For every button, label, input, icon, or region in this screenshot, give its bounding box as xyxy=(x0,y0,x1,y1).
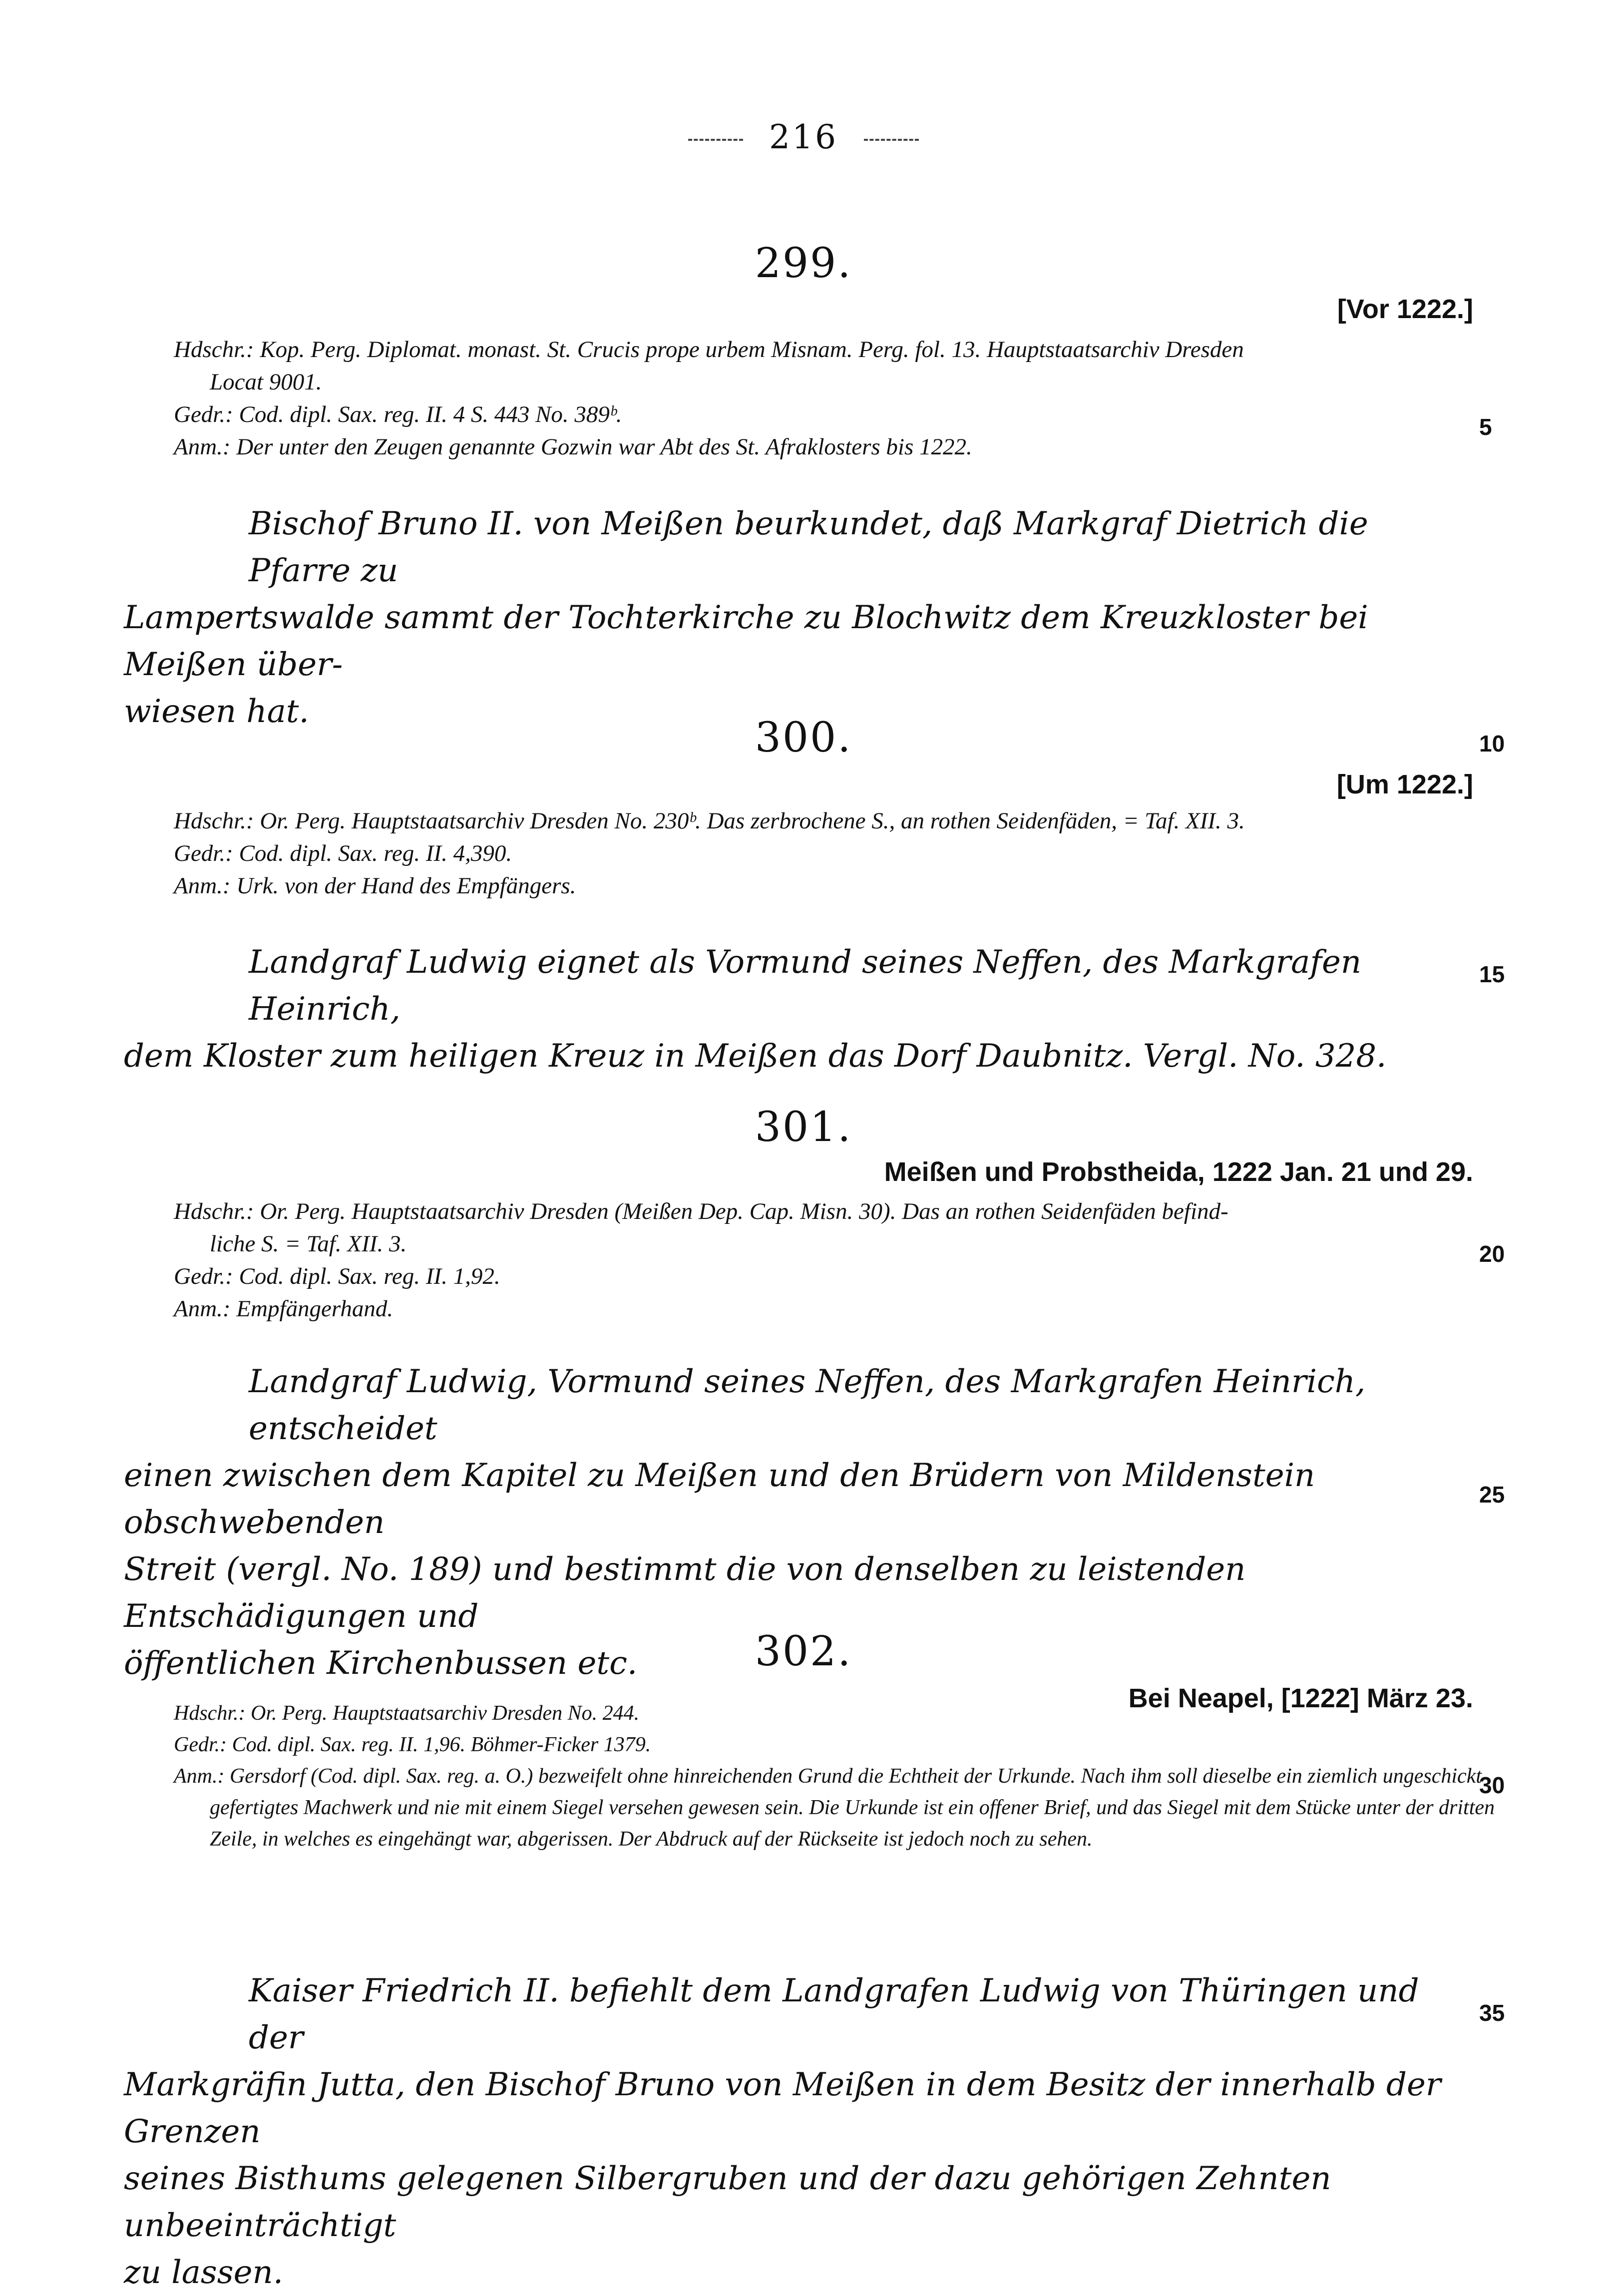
entry-299-apparatus xyxy=(174,334,1475,463)
entry-300-gedr: Gedr.: Cod. dipl. Sax. reg. II. 4,390. xyxy=(174,840,512,866)
entry-300-hdschr: Hdschr.: Or. Perg. Hauptstaatsarchiv Dresden No. 230ᵇ. Das zerbrochene S., an rothen Seidenfäden, = Taf. XII. 3. xyxy=(174,808,1245,834)
margin-line-number: 15 xyxy=(1479,961,1505,987)
page-number: 216 xyxy=(769,118,838,156)
margin-line-number: 35 xyxy=(1479,2000,1505,2026)
entry-300-regest xyxy=(124,939,1475,1080)
entry-299-anm: Anm.: Der unter den Zeugen genannte Gozwin war Abt des St. Afraklosters bis 1222. xyxy=(174,434,972,460)
entry-299-hdschr: Hdschr.: Kop. Perg. Diplomat. monast. St. Crucis prope urbem Misnam. Perg. fol. 13. Hauptstaatsarchiv Dresden xyxy=(174,337,1244,363)
entry-301-apparatus xyxy=(174,1195,1475,1325)
entry-301-anm: Anm.: Empfängerhand. xyxy=(174,1296,394,1322)
margin-line-number: 30 xyxy=(1479,1772,1505,1798)
margin-line-number: 25 xyxy=(1479,1482,1505,1508)
regest-line: Bischof Bruno II. von Meißen beurkundet, daß Markgraf Dietrich die Pfarre zu xyxy=(249,505,1368,589)
entry-299-date: [Vor 1222.] xyxy=(1337,294,1473,324)
regest-line: einen zwischen dem Kapitel zu Meißen und den Brüdern von Mildenstein obschwebenden xyxy=(124,1457,1315,1541)
entry-302-anm: Anm.: Gersdorf (Cod. dipl. Sax. reg. a. O.) bezweifelt ohne hinreichenden Grund die Echtheit der Urkunde. Nach ihm soll dieselbe ein ziemlich ungeschickt gefertigtes Machwerk und nie mit einem Siegel versehen gewesen sein. Die Urkunde ist ein offener Brief, und das Siegel mit dem Stücke unter der dritten Zeile, in welches es eingehängt war, abgerissen. Der Abdruck auf der Rückseite ist jedoch noch zu sehen. xyxy=(174,1765,1495,1851)
entry-300-anm: Anm.: Urk. von der Hand des Empfängers. xyxy=(174,873,576,899)
entry-300-number: 300. xyxy=(755,714,852,762)
entry-301-number: 301. xyxy=(755,1104,852,1151)
regest-line: Landgraf Ludwig, Vormund seines Neffen, des Markgrafen Heinrich, entscheidet xyxy=(249,1363,1366,1447)
entry-299-hdschr-cont: Locat 9001. xyxy=(210,369,322,395)
entry-301-hdschr: Hdschr.: Or. Perg. Hauptstaatsarchiv Dresden (Meißen Dep. Cap. Misn. 30). Das an rothen Seidenfäden befind- xyxy=(174,1198,1228,1224)
margin-line-number: 20 xyxy=(1479,1241,1505,1267)
regest-line: zu lassen. xyxy=(124,2254,284,2291)
regest-line: wiesen hat. xyxy=(124,693,309,730)
entry-302-date: Bei Neapel, [1222] März 23. xyxy=(1128,1683,1473,1713)
regest-line: dem Kloster zum heiligen Kreuz in Meißen das Dorf Daubnitz. Vergl. No. 328. xyxy=(124,1038,1387,1075)
entry-299-number: 299. xyxy=(755,240,852,287)
entry-299-regest xyxy=(124,500,1475,735)
margin-line-number: 5 xyxy=(1479,414,1492,440)
regest-line: Kaiser Friedrich II. befiehlt dem Landgrafen Ludwig von Thüringen und der xyxy=(249,1972,1419,2056)
header-right-rule xyxy=(864,139,919,141)
entry-300-apparatus xyxy=(174,805,1475,902)
entry-300-date: [Um 1222.] xyxy=(1336,769,1473,799)
regest-line: seines Bisthums gelegenen Silbergruben und der dazu gehörigen Zehnten unbeeinträchtigt xyxy=(124,2160,1331,2244)
regest-line: Lampertswalde sammt der Tochterkirche zu Blochwitz dem Kreuzkloster bei Meißen über- xyxy=(124,599,1368,683)
entry-301-gedr: Gedr.: Cod. dipl. Sax. reg. II. 1,92. xyxy=(174,1263,500,1289)
regest-line: Markgräfin Jutta, den Bischof Bruno von Meißen in dem Besitz der innerhalb der Grenzen xyxy=(124,2066,1441,2150)
header-left-rule xyxy=(688,139,743,141)
entry-302-gedr: Gedr.: Cod. dipl. Sax. reg. II. 1,96. Böhmer-Ficker 1379. xyxy=(174,1733,651,1756)
regest-line: öffentlichen Kirchenbussen etc. xyxy=(124,1645,638,1682)
entry-302-hdschr: Hdschr.: Or. Perg. Hauptstaatsarchiv Dresden No. 244. xyxy=(174,1702,640,1725)
entry-302-number: 302. xyxy=(755,1628,852,1675)
entry-301-hdschr-cont: liche S. = Taf. XII. 3. xyxy=(210,1231,407,1257)
page-header xyxy=(0,118,1607,156)
regest-line: Landgraf Ludwig eignet als Vormund seines Neffen, des Markgrafen Heinrich, xyxy=(249,944,1362,1028)
regest-line: Streit (vergl. No. 189) und bestimmt die von denselben zu leistenden Entschädigungen und xyxy=(124,1551,1246,1635)
margin-line-number: 10 xyxy=(1479,731,1505,757)
entry-301-date: Meißen und Probstheida, 1222 Jan. 21 und 29. xyxy=(884,1157,1473,1187)
entry-299-gedr: Gedr.: Cod. dipl. Sax. reg. II. 4 S. 443 No. 389ᵇ. xyxy=(174,401,622,427)
entry-302-regest xyxy=(124,1967,1475,2296)
